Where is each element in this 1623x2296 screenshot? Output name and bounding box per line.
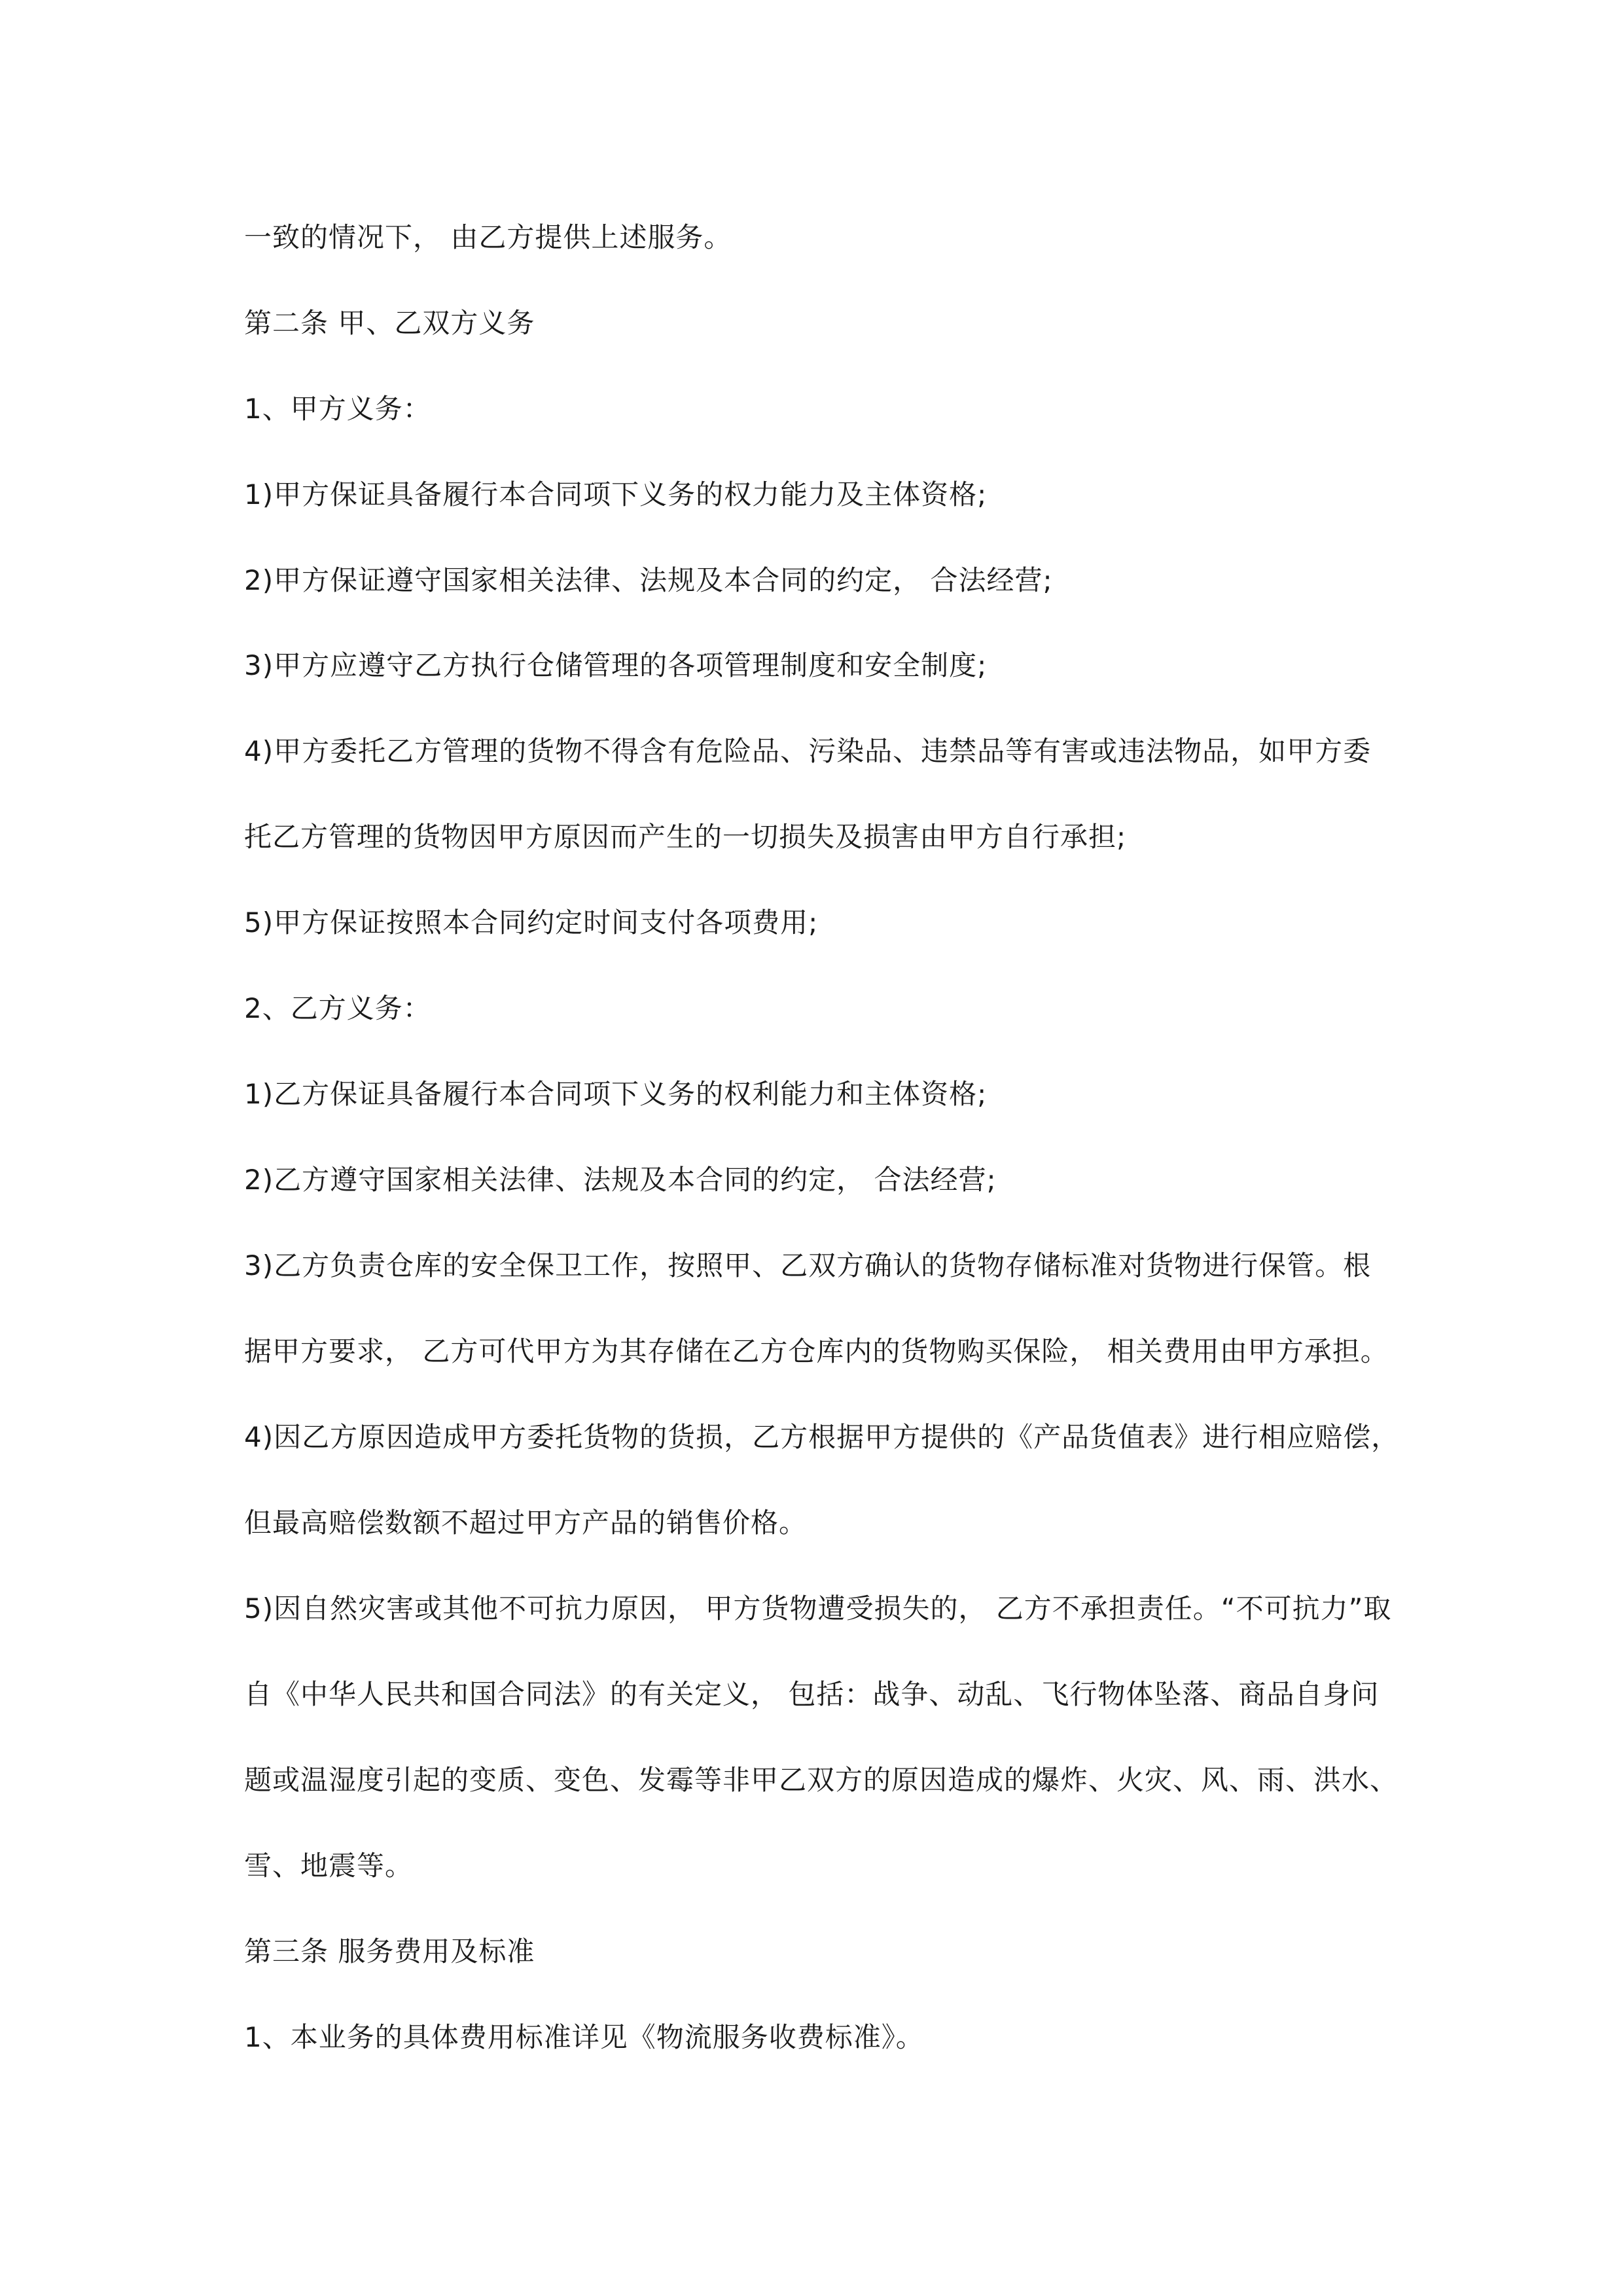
text-line: 4)甲方委托乙方管理的货物不得含有危险品、污染品、违禁品等有害或违法物品，如甲方委 xyxy=(244,735,1372,767)
text-line: 据甲方要求， 乙方可代甲方为其存储在乙方仓库内的货物购买保险， 相关费用由甲方承担。 xyxy=(244,1335,1389,1367)
section-heading-article-2: 第二条 甲、乙双方义务 xyxy=(244,307,535,339)
text-line: 1、本业务的具体费用标准详见《物流服务收费标准》。 xyxy=(244,2021,924,2053)
text-line: 5)因自然灾害或其他不可抗力原因， 甲方货物遭受损失的， 乙方不承担责任。“不可抗力”取 xyxy=(244,1592,1392,1624)
text-line: 自《中华人民共和国合同法》的有关定义， 包括：战争、动乱、飞行物体坠落、商品自身问 xyxy=(244,1678,1380,1710)
text-line: 3)乙方负责仓库的安全保卫工作，按照甲、乙双方确认的货物存储标准对货物进行保管。根 xyxy=(244,1249,1372,1282)
text-line: 托乙方管理的货物因甲方原因而产生的一切损失及损害由甲方自行承担; xyxy=(244,821,1127,853)
text-line: 3)甲方应遵守乙方执行仓储管理的各项管理制度和安全制度; xyxy=(244,649,988,681)
text-line: 4)因乙方原因造成甲方委托货物的货损，乙方根据甲方提供的《产品货值表》进行相应赔偿， xyxy=(244,1421,1400,1453)
text-line: 2)甲方保证遵守国家相关法律、法规及本合同的约定， 合法经营; xyxy=(244,564,1053,596)
text-line: 一致的情况下， 由乙方提供上述服务。 xyxy=(244,221,732,253)
text-line: 5)甲方保证按照本合同约定时间支付各项费用; xyxy=(244,906,819,939)
text-line: 但最高赔偿数额不超过甲方产品的销售价格。 xyxy=(244,1507,808,1539)
text-line: 1)甲方保证具备履行本合同项下义务的权力能力及主体资格; xyxy=(244,478,988,511)
text-line: 雪、地震等。 xyxy=(244,1850,414,1882)
text-line: 题或温湿度引起的变质、变色、发霉等非甲乙双方的原因造成的爆炸、火灾、风、雨、洪水、 xyxy=(244,1764,1399,1796)
text-line: 2)乙方遵守国家相关法律、法规及本合同的约定， 合法经营; xyxy=(244,1164,997,1196)
subsection-heading-party-a-duties: 1、甲方义务： xyxy=(244,393,431,425)
subsection-heading-party-b-duties: 2、乙方义务： xyxy=(244,992,431,1024)
text-line: 1)乙方保证具备履行本合同项下义务的权利能力和主体资格; xyxy=(244,1078,988,1110)
section-heading-article-3: 第三条 服务费用及标准 xyxy=(244,1935,535,1967)
